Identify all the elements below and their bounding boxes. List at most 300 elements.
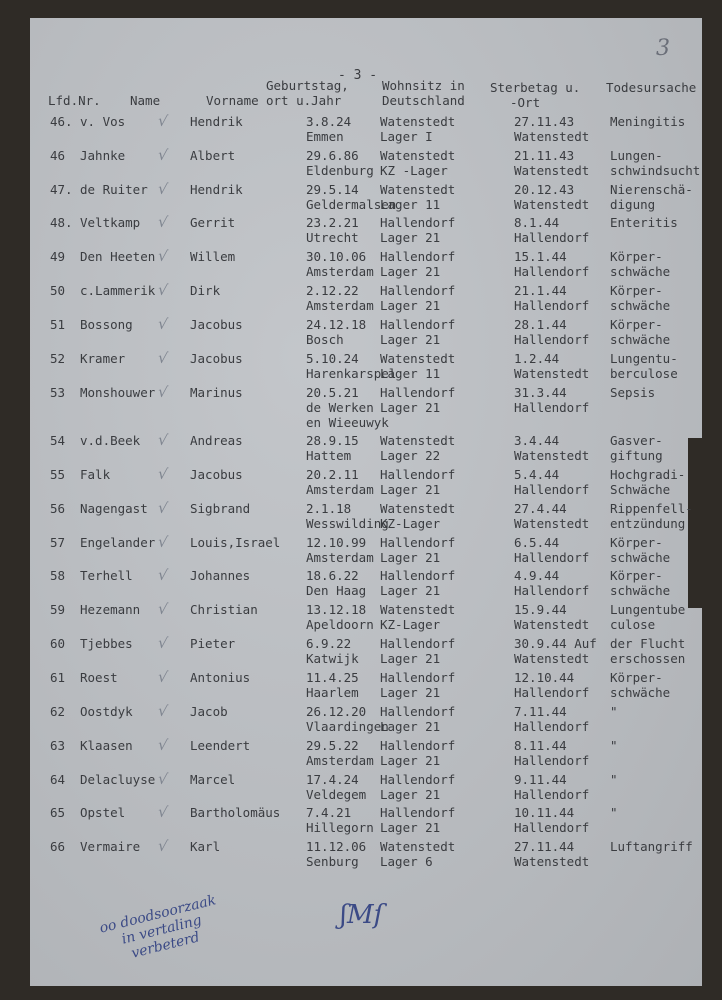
row-number	[50, 215, 73, 230]
surname	[80, 805, 125, 820]
birth-date-place-line1: 13.12.18	[306, 602, 367, 617]
row-number-line1: 62	[50, 704, 66, 719]
table-row	[30, 802, 702, 839]
pencil-check-icon: √	[156, 836, 169, 856]
birth-date-place-line1: 18.6.22	[306, 568, 359, 583]
pencil-check-icon: √	[156, 532, 169, 552]
birth-date-place-line-extra: Eldenburg	[306, 163, 374, 178]
cause-of-death	[610, 182, 693, 212]
header-birth-line2: ort u.Jahr	[266, 93, 342, 108]
death-date-place-line-extra: Watenstedt	[514, 163, 590, 178]
first-name-line1: Hendrik	[190, 114, 243, 129]
residence-line-extra: Lager 11	[380, 197, 441, 212]
surname	[80, 351, 125, 366]
surname	[80, 249, 155, 264]
birth-date-place-line-extra: Senburg	[306, 854, 359, 869]
death-date-place-line1: 28.1.44	[514, 317, 567, 332]
first-name-line1: Sigbrand	[190, 501, 251, 516]
pencil-check-icon: √	[156, 464, 169, 484]
cause-of-death-line-extra: erschossen	[610, 651, 686, 666]
cause-of-death	[610, 738, 618, 753]
row-number-line1: 66	[50, 839, 66, 854]
cause-of-death	[610, 351, 678, 381]
death-date-place-line1: 8.11.44	[514, 738, 567, 753]
cause-of-death-line1: "	[610, 738, 618, 753]
header-birth-line1: Geburtstag,	[266, 78, 349, 93]
death-date-place-line-extra: Hallendorf	[514, 753, 590, 768]
first-name	[190, 704, 228, 719]
birth-date-place-line-extra: Geldermalsen	[306, 197, 397, 212]
first-name	[190, 535, 280, 550]
cause-of-death-line1: "	[610, 805, 618, 820]
surname-line1: Klaasen	[80, 738, 133, 753]
header-first-name: Vorname	[206, 93, 259, 108]
birth-date-place-line-extra: Harenkarspel	[306, 366, 397, 381]
table-row	[30, 769, 702, 806]
death-date-place-line1: 30.9.44 Auf	[514, 636, 597, 651]
birth-date-place-line1: 30.10.06	[306, 249, 367, 264]
table-row	[30, 498, 702, 535]
residence	[380, 636, 455, 666]
surname-line1: Nagengast	[80, 501, 148, 516]
row-number	[50, 114, 73, 129]
residence-line-extra: Lager 21	[380, 264, 441, 279]
row-number	[50, 433, 65, 448]
first-name-line1: Willem	[190, 249, 236, 264]
death-date-place-line-extra: Watenstedt	[514, 366, 590, 381]
cause-of-death-line1: Körper-	[610, 568, 663, 583]
cause-of-death-line-extra: entzündung	[610, 516, 686, 531]
death-date-place	[514, 805, 589, 835]
cause-of-death	[610, 839, 693, 854]
first-name-line1: Bartholomäus	[190, 805, 281, 820]
residence-line-extra: Lager I	[380, 129, 433, 144]
residence-line-extra: Lager 22	[380, 448, 441, 463]
residence-line1: Watenstedt	[380, 351, 456, 366]
first-name	[190, 670, 250, 685]
residence-line-extra: Lager 21	[380, 820, 441, 835]
surname-line1: v.d.Beek	[80, 433, 141, 448]
birth-date-place-line-extra: Apeldoorn	[306, 617, 374, 632]
table-row	[30, 246, 702, 283]
row-number	[50, 670, 65, 685]
death-date-place-line-extra: Hallendorf	[514, 482, 590, 497]
surname	[80, 385, 155, 400]
surname	[80, 602, 140, 617]
first-name-line1: Antonius	[190, 670, 251, 685]
residence-line1: Watenstedt	[380, 148, 456, 163]
first-name	[190, 738, 250, 753]
first-name	[190, 467, 243, 482]
surname	[80, 535, 155, 550]
cause-of-death-line1: Körper-	[610, 283, 663, 298]
table-row	[30, 464, 702, 501]
cause-of-death	[610, 385, 655, 400]
cause-of-death-line-extra: schwäche	[610, 583, 671, 598]
cause-of-death	[610, 215, 678, 230]
surname-line1: Opstel	[80, 805, 126, 820]
table-row	[30, 667, 702, 704]
cause-of-death	[610, 670, 670, 700]
birth-date-place-line1: 29.5.14	[306, 182, 359, 197]
row-number	[50, 568, 65, 583]
birth-date-place-line1: 26.12.20	[306, 704, 367, 719]
birth-date-place-line-extra: Amsterdam	[306, 753, 374, 768]
death-date-place-line-extra: Watenstedt	[514, 516, 590, 531]
pencil-check-icon: √	[156, 179, 169, 199]
cause-of-death	[610, 602, 685, 632]
death-date-place-line1: 21.1.44	[514, 283, 567, 298]
table-row	[30, 565, 702, 602]
residence	[380, 283, 455, 313]
surname	[80, 148, 125, 163]
row-number	[50, 148, 65, 163]
surname-line1: Tjebbes	[80, 636, 133, 651]
death-date-place-line1: 7.11.44	[514, 704, 567, 719]
residence	[380, 704, 455, 734]
surname-line1: c.Lammerik	[80, 283, 156, 298]
header-residence-line1: Wohnsitz in	[382, 78, 465, 93]
death-date-place-line1: 3.4.44	[514, 433, 560, 448]
row-number-line1: 55	[50, 467, 66, 482]
first-name	[190, 433, 243, 448]
row-number	[50, 467, 65, 482]
first-name	[190, 805, 280, 820]
row-number-line1: 65	[50, 805, 66, 820]
death-date-place-line-extra: Watenstedt	[514, 617, 590, 632]
death-date-place-line-extra: Hallendorf	[514, 719, 590, 734]
row-number	[50, 602, 65, 617]
death-date-place-line-extra: Hallendorf	[514, 820, 590, 835]
cause-of-death-line1: "	[610, 772, 618, 787]
cause-of-death-line-extra: digung	[610, 197, 656, 212]
birth-date-place-line-extra: Den Haag	[306, 583, 367, 598]
birth-date-place-line1: 5.10.24	[306, 351, 359, 366]
cause-of-death-line1: Körper-	[610, 670, 663, 685]
birth-date-place-line1: 6.9.22	[306, 636, 352, 651]
residence-line1: Hallendorf	[380, 317, 456, 332]
residence-line1: Watenstedt	[380, 501, 456, 516]
cause-of-death-line1: Körper-	[610, 535, 663, 550]
birth-date-place	[306, 215, 359, 245]
death-date-place-line-extra: Hallendorf	[514, 583, 590, 598]
residence	[380, 839, 455, 869]
row-number	[50, 182, 73, 197]
death-date-place-line-extra: Watenstedt	[514, 197, 590, 212]
residence-line1: Hallendorf	[380, 738, 456, 753]
residence-line1: Hallendorf	[380, 467, 456, 482]
surname-line1: Falk	[80, 467, 111, 482]
cause-of-death-line1: Körper-	[610, 249, 663, 264]
row-number-line1: 63	[50, 738, 66, 753]
cause-of-death	[610, 704, 618, 719]
cause-of-death-line1: Hochgradi-	[610, 467, 686, 482]
cause-of-death-line1: Lungen-	[610, 148, 663, 163]
residence-line-extra: Lager 21	[380, 583, 441, 598]
pencil-check-icon: √	[156, 430, 169, 450]
first-name	[190, 215, 235, 230]
first-name	[190, 772, 235, 787]
first-name	[190, 636, 235, 651]
first-name-line1: Gerrit	[190, 215, 236, 230]
birth-date-place-line-extra: de Werken	[306, 400, 374, 415]
first-name	[190, 317, 243, 332]
first-name-line1: Jacobus	[190, 317, 243, 332]
residence-line-extra: Lager 21	[380, 787, 441, 802]
birth-date-place-line1: 29.6.86	[306, 148, 359, 163]
residence	[380, 568, 455, 598]
death-date-place	[514, 317, 589, 347]
birth-date-place	[306, 772, 366, 802]
surname-line1: v. Vos	[80, 114, 126, 129]
birth-date-place-line1: 24.12.18	[306, 317, 367, 332]
row-number-line1: 51	[50, 317, 66, 332]
document-page	[30, 18, 702, 986]
first-name-line1: Jacob	[190, 704, 228, 719]
birth-date-place-line-extra: Amsterdam	[306, 550, 374, 565]
cause-of-death-line-extra: schwäche	[610, 550, 671, 565]
first-name-line1: Louis,Israel	[190, 535, 281, 550]
residence	[380, 805, 455, 835]
death-date-place-line-extra: Hallendorf	[514, 685, 590, 700]
death-date-place-line1: 1.2.44	[514, 351, 560, 366]
row-number-line1: 56	[50, 501, 66, 516]
first-name	[190, 385, 243, 400]
cause-of-death	[610, 805, 618, 820]
death-date-place-line-extra: Watenstedt	[514, 448, 590, 463]
birth-date-place-line1: 17.4.24	[306, 772, 359, 787]
death-date-place	[514, 215, 589, 245]
pencil-check-icon: √	[156, 382, 169, 402]
surname-line1: Den Heeten	[80, 249, 156, 264]
death-date-place-line1: 27.4.44	[514, 501, 567, 516]
cause-of-death	[610, 433, 663, 463]
cause-of-death-line1: Gasver-	[610, 433, 663, 448]
cause-of-death-line-extra: culose	[610, 617, 656, 632]
death-date-place-line1: 9.11.44	[514, 772, 567, 787]
residence-line-extra: Lager 21	[380, 298, 441, 313]
residence	[380, 501, 455, 531]
cause-of-death-line-extra: giftung	[610, 448, 663, 463]
pencil-check-icon: √	[156, 145, 169, 165]
birth-date-place-line-extra: Wesswilding	[306, 516, 389, 531]
table-row	[30, 212, 702, 249]
birth-date-place	[306, 535, 374, 565]
birth-date-place-line-extra: Hillegorn	[306, 820, 374, 835]
residence	[380, 467, 455, 497]
death-date-place-line1: 21.11.43	[514, 148, 575, 163]
birth-date-place	[306, 670, 359, 700]
pencil-check-icon: √	[156, 565, 169, 585]
residence-line-extra: KZ -Lager	[380, 163, 448, 178]
residence-line-extra: Lager 21	[380, 685, 441, 700]
first-name-line1: Pieter	[190, 636, 236, 651]
header-nr: Lfd.Nr.	[48, 93, 101, 108]
death-date-place	[514, 283, 589, 313]
death-date-place-line-extra: Hallendorf	[514, 230, 590, 245]
residence	[380, 602, 455, 632]
surname	[80, 317, 133, 332]
death-date-place-line-extra: Watenstedt	[514, 854, 590, 869]
table-row	[30, 179, 702, 216]
first-name-line1: Johannes	[190, 568, 251, 583]
death-date-place	[514, 568, 589, 598]
first-name-line1: Leendert	[190, 738, 251, 753]
residence	[380, 249, 455, 279]
birth-date-place-line-extra: Veldegem	[306, 787, 367, 802]
cause-of-death-line1: Lungentu-	[610, 351, 678, 366]
surname	[80, 182, 148, 197]
death-date-place-line1: 5.4.44	[514, 467, 560, 482]
first-name	[190, 283, 220, 298]
row-number-line1: 47.	[50, 182, 73, 197]
surname-line1: Veltkamp	[80, 215, 141, 230]
row-number-line1: 50	[50, 283, 66, 298]
surname-line1: Bossong	[80, 317, 133, 332]
table-row	[30, 382, 702, 430]
cause-of-death-line-extra: schwäche	[610, 685, 671, 700]
pencil-check-icon: √	[156, 701, 169, 721]
death-date-place-line-extra: Hallendorf	[514, 298, 590, 313]
surname-line1: Jahnke	[80, 148, 126, 163]
death-date-place	[514, 114, 589, 144]
death-date-place-line-extra: Watenstedt	[514, 651, 590, 666]
death-date-place	[514, 351, 589, 381]
row-number-line1: 52	[50, 351, 66, 366]
table-row	[30, 701, 702, 738]
first-name	[190, 114, 243, 129]
first-name	[190, 501, 250, 516]
birth-date-place-line-extra: Amsterdam	[306, 482, 374, 497]
table-row	[30, 314, 702, 351]
surname	[80, 772, 155, 787]
residence-line1: Hallendorf	[380, 805, 456, 820]
cause-of-death-line1: Körper-	[610, 317, 663, 332]
birth-date-place-line1: 11.4.25	[306, 670, 359, 685]
row-number	[50, 249, 65, 264]
residence-line1: Hallendorf	[380, 772, 456, 787]
residence	[380, 433, 455, 463]
residence-line-extra: Lager 21	[380, 482, 441, 497]
residence-line-extra: Lager 21	[380, 753, 441, 768]
surname	[80, 501, 148, 516]
cause-of-death-line1: Rippenfell-	[610, 501, 693, 516]
death-date-place-line1: 20.12.43	[514, 182, 575, 197]
death-date-place	[514, 148, 589, 178]
birth-date-place-line-extra: Emmen	[306, 129, 344, 144]
birth-date-place	[306, 805, 374, 835]
death-date-place	[514, 182, 589, 212]
cause-of-death-line-extra: schwindsucht	[610, 163, 701, 178]
first-name	[190, 568, 250, 583]
birth-date-place	[306, 636, 359, 666]
surname	[80, 283, 155, 298]
row-number	[50, 385, 65, 400]
cause-of-death	[610, 283, 670, 313]
birth-date-place-line-extra: Hattem	[306, 448, 352, 463]
birth-date-place	[306, 501, 389, 531]
residence	[380, 182, 455, 212]
cause-of-death	[610, 772, 618, 787]
cause-of-death-line1: Enteritis	[610, 215, 678, 230]
death-date-place-line1: 27.11.44	[514, 839, 575, 854]
death-date-place	[514, 636, 597, 666]
death-date-place-line-extra: Hallendorf	[514, 550, 590, 565]
pencil-check-icon: √	[156, 212, 169, 232]
cause-of-death-line1: der Flucht	[610, 636, 686, 651]
cause-of-death-line-extra: berculose	[610, 366, 678, 381]
first-name	[190, 351, 243, 366]
residence-line1: Hallendorf	[380, 215, 456, 230]
table-row	[30, 430, 702, 467]
surname-line1: Hezemann	[80, 602, 141, 617]
header-death-line2: -Ort	[510, 95, 541, 110]
first-name-line1: Marcel	[190, 772, 236, 787]
death-date-place-line-extra: Hallendorf	[514, 264, 590, 279]
first-name-line1: Jacobus	[190, 467, 243, 482]
birth-date-place-line-extra: en Wieeuwyk	[306, 415, 389, 430]
residence	[380, 535, 455, 565]
residence	[380, 670, 455, 700]
surname-line1: Kramer	[80, 351, 126, 366]
birth-date-place	[306, 114, 351, 144]
row-number-line1: 46	[50, 148, 66, 163]
death-date-place-line1: 15.1.44	[514, 249, 567, 264]
pencil-check-icon: √	[156, 802, 169, 822]
death-date-place	[514, 501, 589, 531]
birth-date-place-line1: 3.8.24	[306, 114, 352, 129]
residence-line1: Hallendorf	[380, 385, 456, 400]
death-date-place-line1: 10.11.44	[514, 805, 575, 820]
birth-date-place	[306, 467, 374, 497]
death-date-place-line1: 31.3.44	[514, 385, 567, 400]
death-date-place-line1: 4.9.44	[514, 568, 560, 583]
cause-of-death-line-extra: schwäche	[610, 332, 671, 347]
residence-line-extra: Lager 21	[380, 332, 441, 347]
handwritten-initials: ʃMſ	[340, 900, 384, 930]
first-name-line1: Albert	[190, 148, 236, 163]
birth-date-place	[306, 602, 374, 632]
surname	[80, 114, 125, 129]
birth-date-place-line-extra: Katwijk	[306, 651, 359, 666]
row-number	[50, 283, 65, 298]
residence	[380, 385, 455, 415]
table-row	[30, 145, 702, 182]
death-date-place	[514, 467, 589, 497]
residence-line1: Hallendorf	[380, 704, 456, 719]
death-date-place-line-extra: Watenstedt	[514, 129, 590, 144]
pencil-check-icon: √	[156, 667, 169, 687]
residence	[380, 317, 455, 347]
cause-of-death	[610, 501, 693, 531]
birth-date-place-line1: 2.1.18	[306, 501, 352, 516]
death-date-place	[514, 839, 589, 869]
residence-line1: Hallendorf	[380, 568, 456, 583]
birth-date-place	[306, 148, 374, 178]
surname-line1: Monshouwer	[80, 385, 156, 400]
handwritten-note-doodsoorzaak: oo doodsoorzaak in vertaling verbeterd	[97, 892, 218, 962]
row-number	[50, 839, 65, 854]
death-date-place-line-extra: Hallendorf	[514, 400, 590, 415]
death-date-place	[514, 772, 589, 802]
header-cause: Todesursache	[606, 80, 697, 95]
table-row	[30, 836, 702, 873]
death-date-place	[514, 385, 589, 415]
surname-line1: Engelander	[80, 535, 156, 550]
first-name	[190, 249, 235, 264]
row-number-line1: 48.	[50, 215, 73, 230]
birth-date-place	[306, 738, 374, 768]
